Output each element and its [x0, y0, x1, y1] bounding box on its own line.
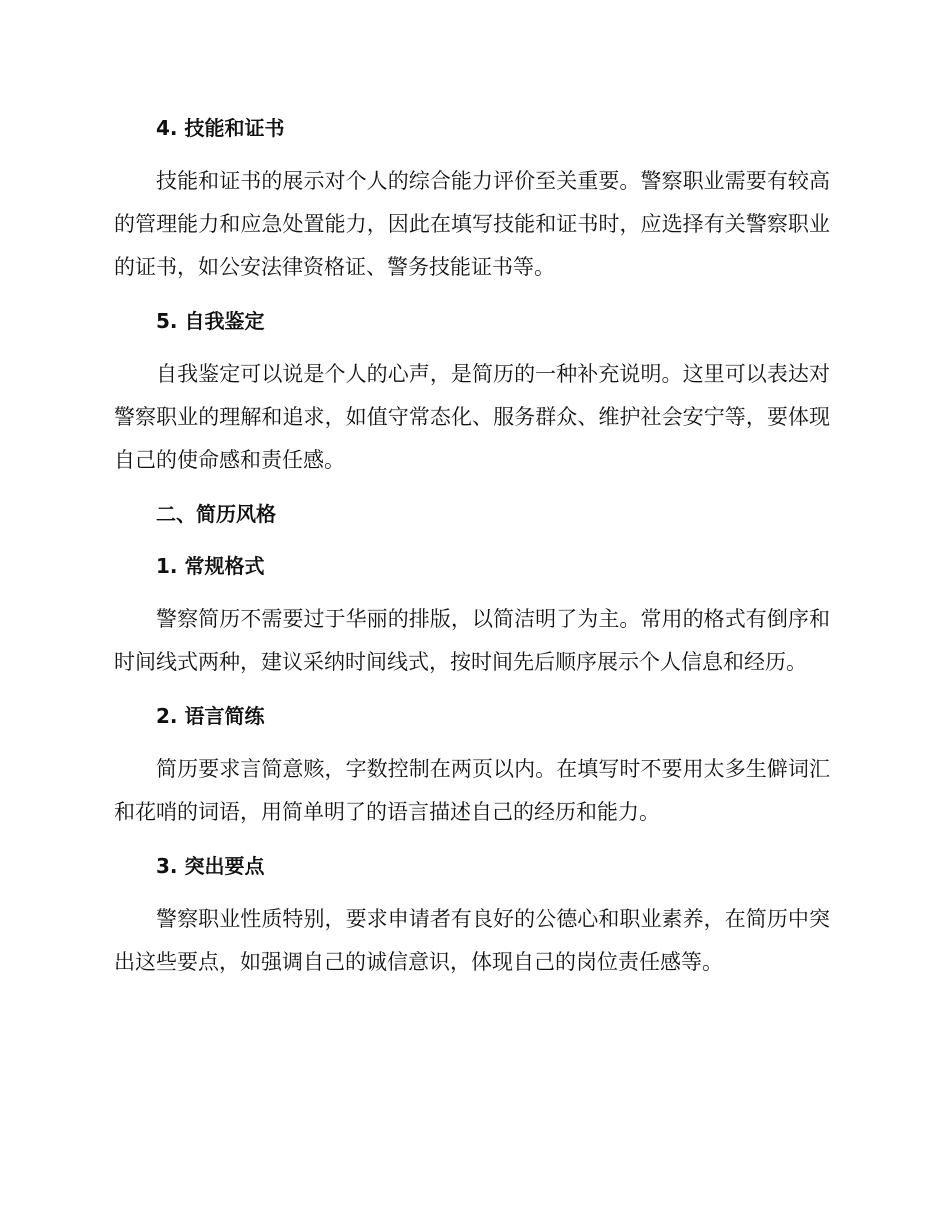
- section-paragraph-language: 简历要求言简意赅，字数控制在两页以内。在填写时不要用太多生僻词汇和花哨的词语，用简单明了的语言描述自己的经历和能力。: [114, 757, 830, 824]
- section-paragraph-skills: 技能和证书的展示对个人的综合能力评价至关重要。警察职业需要有较高的管理能力和应急处置能力，因此在填写技能和证书时，应选择有关警察职业的证书，如公安法律资格证、警务技能证书等。: [114, 169, 830, 279]
- section-heading-self-evaluation: 5. 自我鉴定: [156, 309, 265, 333]
- section-heading-skills: 4. 技能和证书: [156, 116, 285, 140]
- section-heading-key-points: 3. 突出要点: [156, 854, 265, 878]
- section-heading-resume-style: 二、简历风格: [156, 502, 276, 526]
- section-paragraph-key-points: 警察职业性质特别，要求申请者有良好的公德心和职业素养，在简历中突出这些要点，如强调自己的诚信意识，体现自己的岗位责任感等。: [114, 907, 830, 974]
- section-heading-language: 2. 语言简练: [156, 704, 265, 728]
- section-paragraph-self-evaluation: 自我鉴定可以说是个人的心声，是简历的一种补充说明。这里可以表达对警察职业的理解和追求，如值守常态化、服务群众、维护社会安宁等，要体现自己的使命感和责任感。: [114, 362, 830, 472]
- section-paragraph-format: 警察简历不需要过于华丽的排版，以简洁明了为主。常用的格式有倒序和时间线式两种，建议采纳时间线式，按时间先后顺序展示个人信息和经历。: [114, 607, 830, 674]
- section-heading-format: 1. 常规格式: [156, 554, 265, 578]
